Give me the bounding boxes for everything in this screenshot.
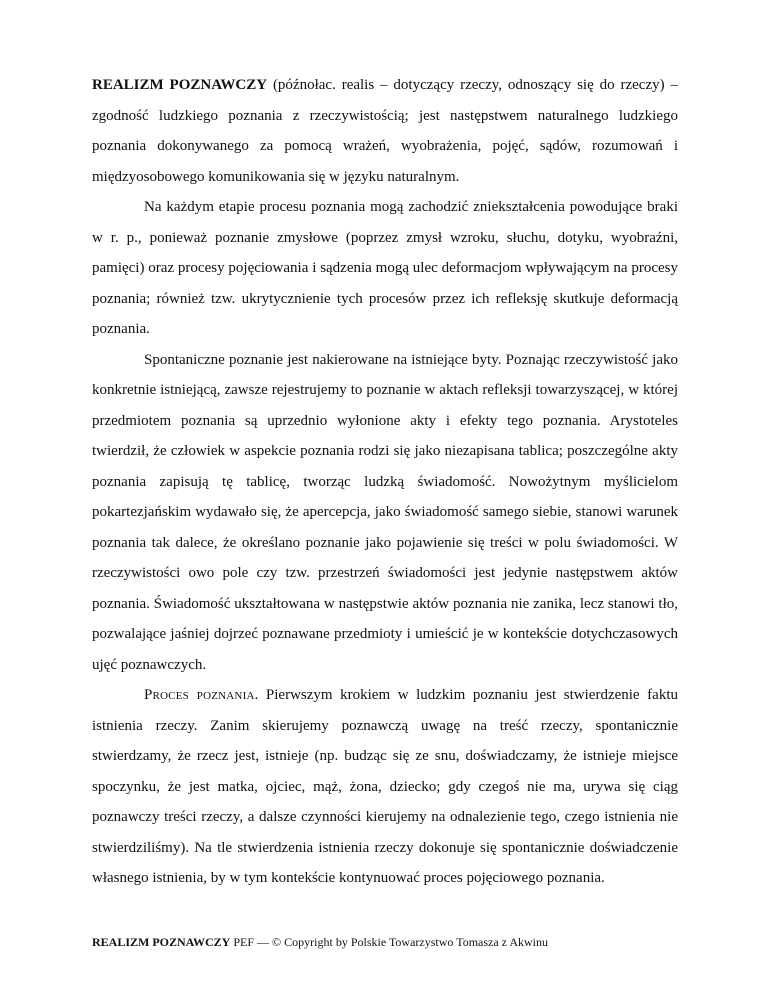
section-heading: Proces poznania bbox=[144, 687, 255, 703]
footer-copyright: PEF — © Copyright by Polskie Towarzystwo Tomasza z Akwinu bbox=[230, 935, 549, 949]
page-footer bbox=[92, 934, 692, 950]
paragraph-text: Spontaniczne poznanie jest nakierowane na istniejące byty. Poznając rzeczywistość jako konkretnie istniejącą, zawsze rejestrujemy to poznanie w aktach refleksji towarzyszącej, w której przedmiotem poznania są uprzednio wyłonione akty i efekty tego poznania. Arystoteles twierdził, że człowiek w aspekcie poznania rodzi się jako niezapisana tablica; poszczególne akty poznania zapisują tę tablicę, tworząc ludzką świadomość. Nowożytnym myślicielom pokartezjańskim wydawało się, że apercepcja, jako świadomość samego siebie, stanowi warunek poznania tak dalece, że określano poznanie jako pojawienie się treści w polu świadomości. W rzeczywistości owo pole czy tzw. przestrzeń świadomości jest jedynie następstwem aktów poznania. Świadomość ukształtowana w następstwie aktów poznania nie zanika, lecz stanowi tło, pozwalające jaśniej dojrzeć poznawane przedmioty i umieścić je w kontekście dotychczasowych ujęć poznawczych. bbox=[92, 351, 678, 673]
paragraph-text: . Pierwszym krokiem w ludzkim poznaniu jest stwierdzenie faktu istnienia rzeczy. Zanim skierujemy poznawczą uwagę na treść rzeczy, spontanicznie stwierdzamy, że rzecz jest, istnieje (np. budząc się ze snu, doświadczamy, że istnieje miejsce spoczynku, że jest matka, ojciec, mąż, żona, dziecko; gdy czegoś nie ma, urywa się ciąg poznawczy treści rzeczy, a dalsze czynności kierujemy na odnalezienie tego, czego istnienia nie stwierdziliśmy). Na tle stwierdzenia istnienia rzeczy dokonuje się spontanicznie doświadczenie własnego istnienia, by w tym kontekście kontynuować proces pojęciowego poznania. bbox=[92, 687, 678, 886]
paragraph-text: (późnołac. realis – dotyczący rzeczy, odnoszący się do rzeczy) – zgodność ludzkiego poznania z rzeczywistością; jest następstwem naturalnego ludzkiego poznania dokonywanego za pomocą wrażeń, wyobrażenia, pojęć, sądów, rozumowań i międzyosobowego komunikowania się w języku naturalnym. bbox=[92, 77, 678, 185]
paragraph-cognition-process bbox=[92, 680, 678, 894]
article-body bbox=[92, 70, 678, 894]
paragraph-text: Na każdym etapie procesu poznania mogą zachodzić zniekształcenia powodujące braki w r. p., ponieważ poznanie zmysłowe (poprzez zmysł wzroku, słuchu, dotyku, wyobraźni, pamięci) oraz procesy pojęciowania i sądzenia mogą ulec deformacjom wpływającym na procesy poznania; również tzw. ukrytycznienie tych procesów przez ich refleksję skutkuje deformacją poznania. bbox=[92, 199, 678, 337]
paragraph-distortions bbox=[92, 192, 678, 345]
footer-title: REALIZM POZNAWCZY bbox=[92, 935, 231, 949]
paragraph-spontaneous-cognition bbox=[92, 345, 678, 681]
entry-term: REALIZM POZNAWCZY bbox=[92, 77, 268, 93]
paragraph-definition bbox=[92, 70, 678, 192]
